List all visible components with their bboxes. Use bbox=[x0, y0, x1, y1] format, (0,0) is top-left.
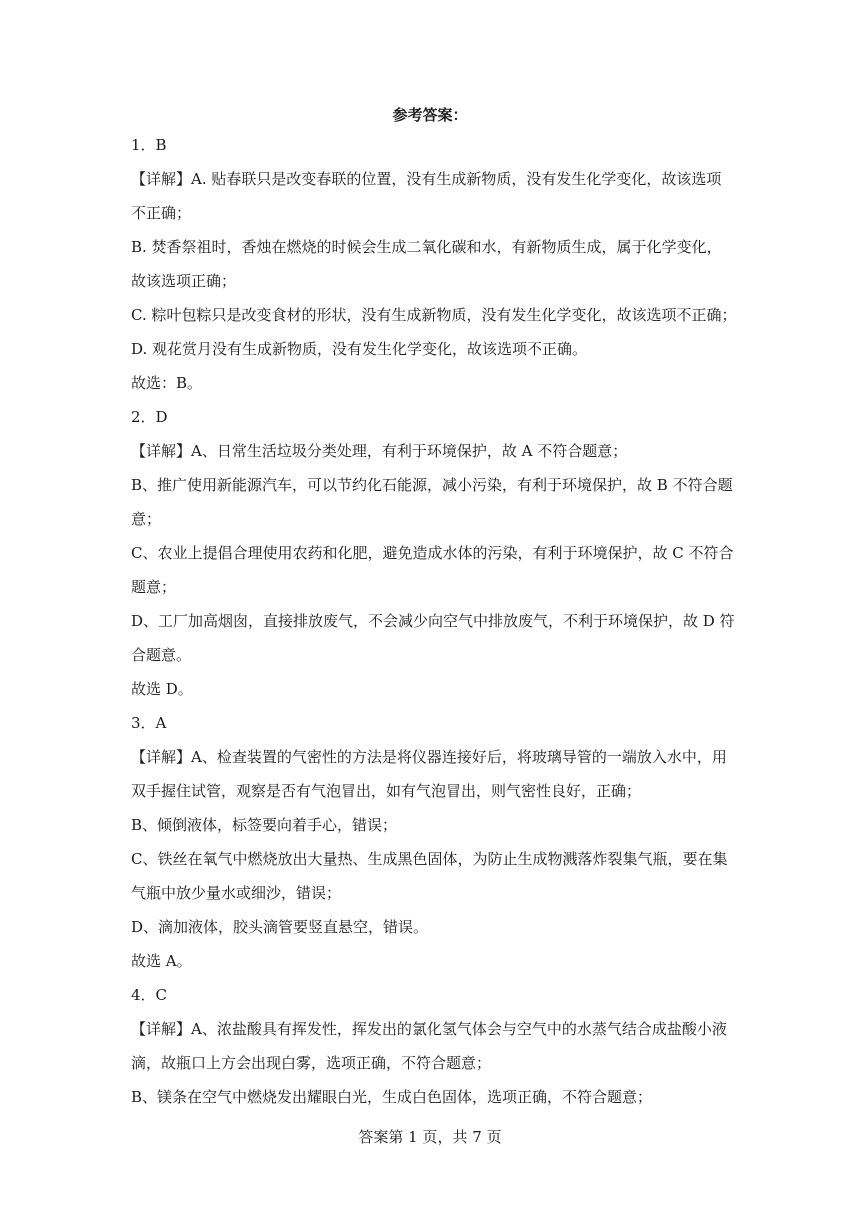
explanation-line: 题意； bbox=[131, 578, 177, 596]
explanation-line: 意； bbox=[131, 510, 162, 528]
explanation-line: 【详解】A、浓盐酸具有挥发性，挥发出的氯化氢气体会与空气中的水蒸气结合成盐酸小液 bbox=[131, 1020, 727, 1038]
explanation-line: D、工厂加高烟囱，直接排放废气，不会减少向空气中排放废气，不利于环境保护，故 D 符 bbox=[131, 612, 735, 630]
answer-choice: 故选 A。 bbox=[131, 952, 192, 970]
answer-number: 1．B bbox=[131, 136, 167, 154]
answer-choice: 故选 D。 bbox=[131, 680, 193, 698]
explanation-line: C、农业上提倡合理使用农药和化肥，避免造成水体的污染，有利于环境保护，故 C 不符合 bbox=[131, 544, 734, 562]
explanation-line: B、倾倒液体，标签要向着手心，错误； bbox=[131, 816, 398, 834]
explanation-line: 【详解】A. 贴春联只是改变春联的位置，没有生成新物质，没有发生化学变化，故该选项 bbox=[131, 170, 722, 188]
explanation-line: D. 观花赏月没有生成新物质，没有发生化学变化，故该选项不正确。 bbox=[131, 340, 588, 358]
explanation-line: 气瓶中放少量水或细沙，错误； bbox=[131, 884, 342, 902]
explanation-line: B、镁条在空气中燃烧发出耀眼白光，生成白色固体，选项正确，不符合题意； bbox=[131, 1088, 653, 1106]
explanation-line: 不正确； bbox=[131, 204, 192, 222]
explanation-line: B、推广使用新能源汽车，可以节约化石能源，减小污染，有利于环境保护，故 B 不符合题 bbox=[131, 476, 733, 494]
answer-number: 4．C bbox=[131, 986, 168, 1004]
explanation-line: C. 粽叶包粽只是改变食材的形状，没有生成新物质，没有发生化学变化，故该选项不正确； bbox=[131, 306, 737, 324]
explanation-line: 滴，故瓶口上方会出现白雾，选项正确，不符合题意； bbox=[131, 1054, 492, 1072]
explanation-line: C、铁丝在氧气中燃烧放出大量热、生成黑色固体，为防止生成物溅落炸裂集气瓶，要在集 bbox=[131, 850, 728, 868]
explanation-line: 【详解】A、检查装置的气密性的方法是将仪器连接好后，将玻璃导管的一端放入水中，用 bbox=[131, 748, 727, 766]
explanation-line: 故该选项正确； bbox=[131, 272, 237, 290]
answer-choice: 故选：B。 bbox=[131, 374, 203, 392]
answer-number: 2．D bbox=[131, 408, 168, 426]
explanation-line: D、滴加液体，胶头滴管要竖直悬空，错误。 bbox=[131, 918, 429, 936]
page-title: 参考答案： bbox=[392, 106, 468, 124]
explanation-line: 【详解】A、日常生活垃圾分类处理，有利于环境保护，故 A 不符合题意； bbox=[131, 442, 628, 460]
explanation-line: B. 焚香祭祖时，香烛在燃烧的时候会生成二氧化碳和水，有新物质生成，属于化学变化， bbox=[131, 238, 722, 256]
explanation-line: 双手握住试管，观察是否有气泡冒出，如有气泡冒出，则气密性良好，正确； bbox=[131, 782, 642, 800]
page-footer: 答案第 1 页，共 7 页 bbox=[358, 1128, 502, 1146]
answer-number: 3．A bbox=[131, 714, 167, 732]
explanation-line: 合题意。 bbox=[131, 646, 192, 664]
